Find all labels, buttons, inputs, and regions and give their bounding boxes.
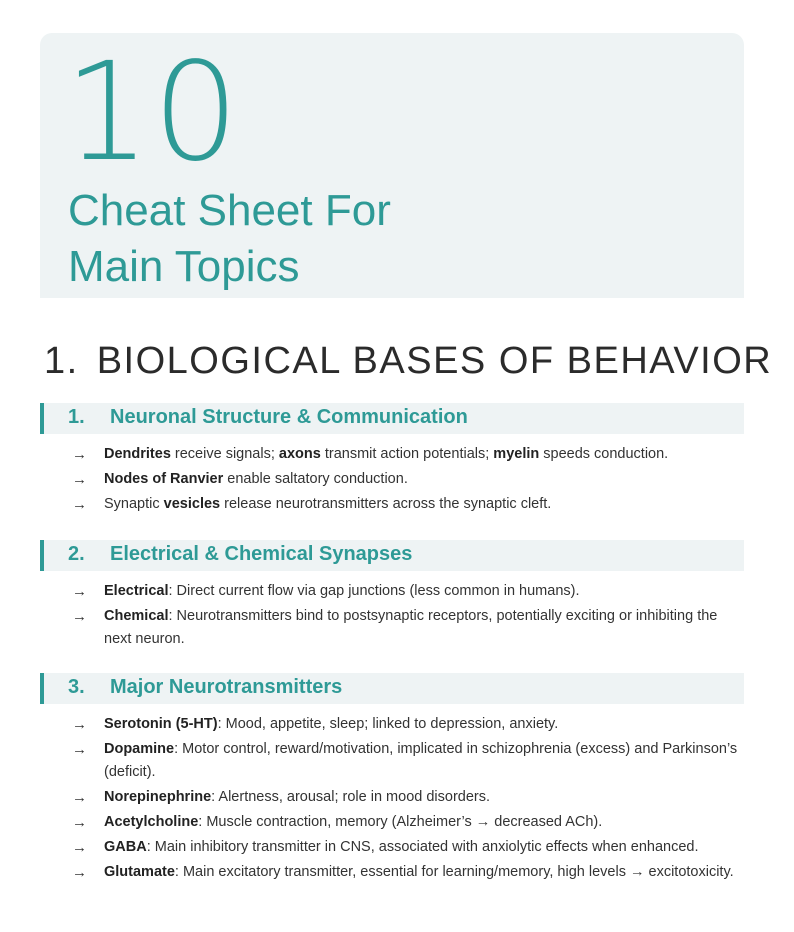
hero-panel xyxy=(40,33,744,298)
section-heading-3 xyxy=(40,673,744,704)
arrow-right-icon: → xyxy=(72,583,87,600)
bullet-term: Electrical xyxy=(104,583,169,599)
section-number: 1. xyxy=(68,406,85,428)
arrow-right-icon: → xyxy=(72,608,87,625)
bullet-term: vesicles xyxy=(163,496,221,512)
bullet-text: : Mood, appetite, sleep; linked to depression, anxiety. xyxy=(217,716,559,732)
chapter-heading xyxy=(44,336,772,386)
bullet-text: : Muscle contraction, memory (Alzheimer’s → decreased ACh). xyxy=(198,814,603,830)
bullet-term: Acetylcholine xyxy=(104,814,199,830)
arrow-right-icon: → xyxy=(72,814,87,831)
bullet-term: Serotonin (5-HT) xyxy=(104,716,218,732)
arrow-right-icon: → xyxy=(72,716,87,733)
hero-title-line-1: Cheat Sheet For xyxy=(68,186,391,235)
bullet-term: axons xyxy=(278,446,321,462)
bullet-item xyxy=(72,493,744,516)
bullet-text: speeds conduction. xyxy=(539,446,669,462)
hero-title xyxy=(68,183,391,295)
arrow-right-icon: → xyxy=(72,496,87,513)
bullet-text: : Main inhibitory transmitter in CNS, associated with anxiolytic effects when enhanced. xyxy=(146,839,699,855)
bullet-text: : Main excitatory transmitter, essential for learning/memory, high levels → excitotoxicity. xyxy=(174,864,734,880)
section-2-bullet-list xyxy=(72,580,744,653)
bullet-item xyxy=(72,811,744,834)
section-number: 3. xyxy=(68,676,85,698)
section-3-bullet-list xyxy=(72,713,744,886)
bullet-term: Dendrites xyxy=(104,446,171,462)
bullet-term: Norepinephrine xyxy=(104,789,212,805)
section-title: Electrical & Chemical Synapses xyxy=(110,543,413,565)
bullet-term: Glutamate xyxy=(104,864,175,880)
bullet-text: : Alertness, arousal; role in mood disorders. xyxy=(211,789,491,805)
bullet-text: receive signals; xyxy=(170,446,279,462)
bullet-term: GABA xyxy=(104,839,147,855)
section-number: 2. xyxy=(68,543,85,565)
bullet-item xyxy=(72,580,744,603)
arrow-right-icon: → xyxy=(72,741,87,758)
bullet-item xyxy=(72,713,744,736)
bullet-text: enable saltatory conduction. xyxy=(223,471,408,487)
bullet-term: Chemical xyxy=(104,608,169,624)
chapter-number: 1. xyxy=(44,340,79,382)
bullet-item xyxy=(72,836,744,859)
bullet-item xyxy=(72,738,744,784)
chapter-title: BIOLOGICAL BASES OF BEHAVIOR xyxy=(96,340,773,382)
bullet-text: : Neurotransmitters bind to postsynaptic receptors, potentially exciting or inhibiting the next neuron. xyxy=(104,608,718,647)
bullet-term: Nodes of Ranvier xyxy=(104,471,224,487)
bullet-term: Dopamine xyxy=(104,741,175,757)
arrow-right-icon: → xyxy=(72,446,87,463)
arrow-right-icon: → xyxy=(72,471,87,488)
bullet-text: : Motor control, reward/motivation, implicated in schizophrenia (excess) and Parkinson’s (deficit). xyxy=(104,741,738,780)
bullet-item xyxy=(72,443,744,466)
section-heading-1 xyxy=(40,403,744,434)
section-heading-2 xyxy=(40,540,744,571)
section-title: Neuronal Structure & Communication xyxy=(110,406,468,428)
section-1-bullet-list xyxy=(72,443,744,518)
section-title: Major Neurotransmitters xyxy=(110,676,343,698)
arrow-right-icon: → xyxy=(72,839,87,856)
bullet-item xyxy=(72,786,744,809)
bullet-item xyxy=(72,468,744,491)
bullet-term: myelin xyxy=(493,446,540,462)
arrow-right-icon: → xyxy=(72,864,87,881)
hero-number: 10 xyxy=(64,34,242,192)
bullet-text: release neurotransmitters across the synaptic cleft. xyxy=(220,496,552,512)
hero-title-line-2: Main Topics xyxy=(68,242,300,291)
bullet-text: : Direct current flow via gap junctions (less common in humans). xyxy=(168,583,580,599)
bullet-item xyxy=(72,605,744,651)
arrow-right-icon: → xyxy=(72,789,87,806)
bullet-text: transmit action potentials; xyxy=(320,446,494,462)
bullet-text: Synaptic xyxy=(104,496,164,512)
bullet-item xyxy=(72,861,744,884)
